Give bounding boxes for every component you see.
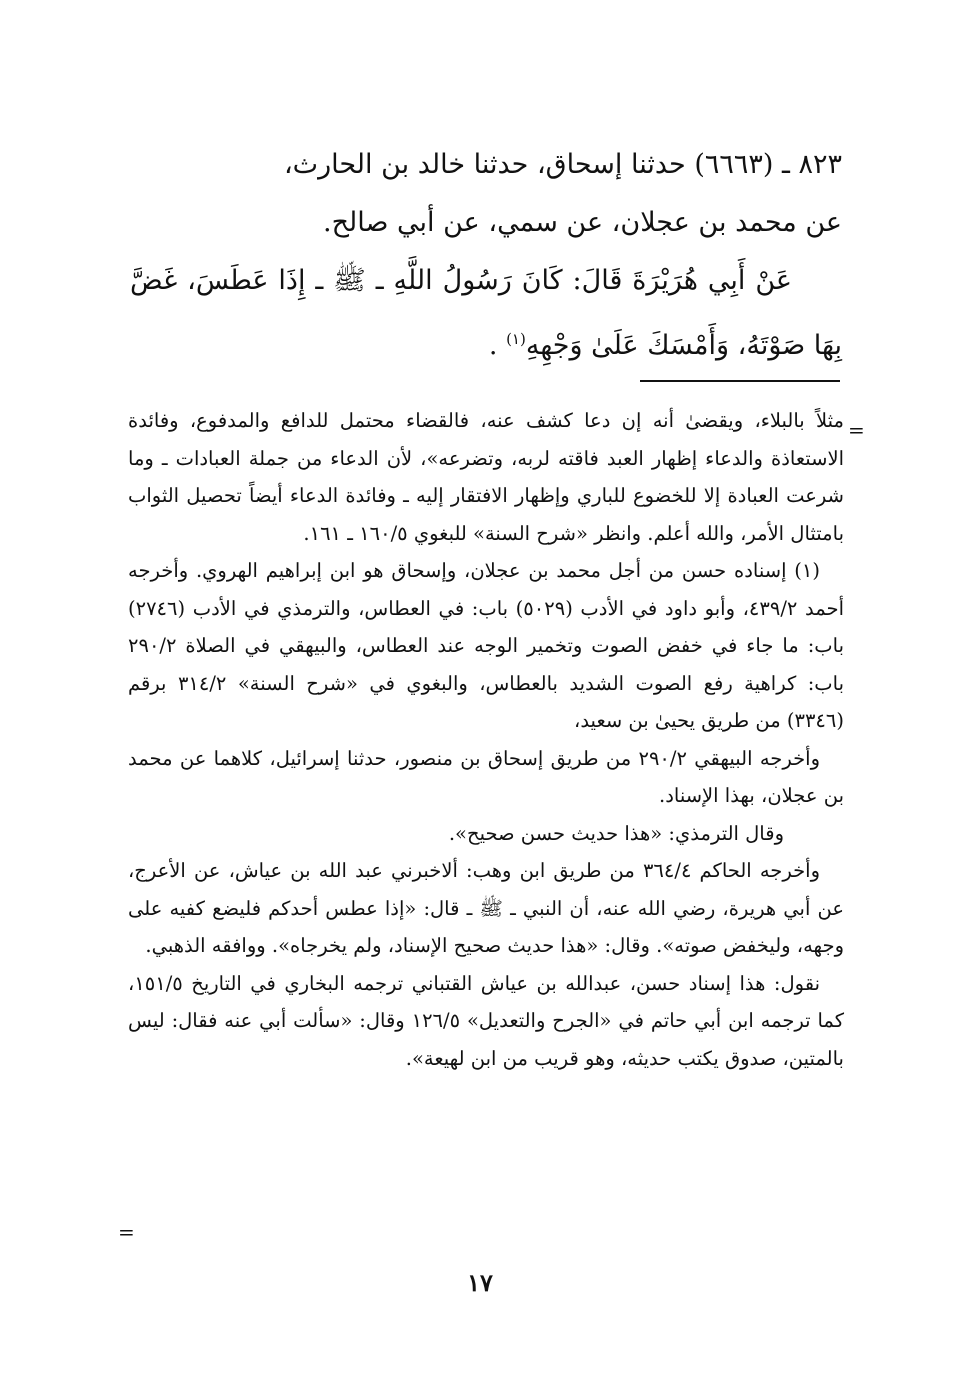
footnote-separator [640,380,840,382]
footnote-1-hakim: وأخرجه الحاكم ٣٦٤/٤ من طريق ابن وهب: ألاخبرني عبد الله بن عياش، عن الأعرج، عن أبي هريرة، رضي الله عنه، أن النبي ـ ﷺ ـ قال: «إذا عطس أحدكم فليضع كفيه على وجهه، وليخفض صوته». وقال: «هذا حديث صحيح الإسناد، ولم يخرجاه». ووافقه الذهبي. [128,859,844,957]
footnote-continued: مثلاً بالبلاء، ويقضىٰ أنه إن دعا كشف عنه، فالقضاء محتمل للدافع والمدفوع، وفائدة الاستعاذة والدعاء إظهار العبد فاقته لربه، وتضرعه»، لأن الدعاء من جملة العبادات ـ وما شرعت العبادة إلا للخضوع للباري وإظهار الافتقار إليه ـ وفائدة الدعاء أيضاً تحصيل الثواب بامتثال الأمر، والله أعلم. وانظر «شرح السنة» للبغوي ١٦٠/٥ ـ ١٦١. [128,409,844,545]
page-number: ١٧ [467,1268,493,1297]
hadith-text [130,252,842,375]
continuation-mark-end: = [118,1220,135,1244]
continuation-mark-start: = [848,418,865,442]
hadith-matn: عَنْ أَبِي هُرَيْرَةَ قَالَ: كَانَ رَسُولُ اللَّهِ ـ ﷺ ـ إِذَا عَطَسَ، غَضَّ بِهَا صَوْتَهُ، وَأَمْسَكَ عَلَىٰ وَجْهِهِ [130,265,842,361]
footnote-reference: (١) [506,330,526,348]
footnote-1-tirmidhi: وقال الترمذي: «هذا حديث حسن صحيح». [448,821,784,845]
footnote-1: (١) إسناده حسن من أجل محمد بن عجلان، وإسحاق هو ابن إبراهيم الهروي. وأخرجه أحمد ٤٣٩/٢، وأبو داود في الأدب (٥٠٢٩) باب: في العطاس، والترمذي في الأدب (٢٧٤٦) باب: ما جاء في خفض الصوت وتخمير الوجه عند العطاس، والبيهقي في الصلاة ٢٩٠/٢ باب: كراهية رفع الصوت الشديد بالعطاس، والبغوي في «شرح السنة» ٣١٤/٢ برقم (٣٣٤٦) من طريق يحيىٰ بن سعيد، [128,559,844,732]
isnad-line-2: عن محمد بن عجلان، عن سمي، عن أبي صالح. [323,207,842,238]
footnote-1-bayhaqi: وأخرجه البيهقي ٢٩٠/٢ من طريق إسحاق بن منصور، حدثنا إسرائيل، كلاهما عن محمد بن عجلان، بهذا الإسناد. [128,746,844,807]
footnotes-block [128,402,844,1077]
hadith-end-period: . [488,330,498,361]
isnad-line-1: ٨٢٣ ـ (٦٦٦٣) حدثنا إسحاق، حدثنا خالد بن الحارث، [283,149,842,180]
hadith-block [130,136,842,375]
footnote-1-comment: نقول: هذا إسناد حسن، عبدالله بن عياش القتباني ترجمه البخاري في التاريخ ١٥١/٥، كما ترجمه ابن أبي حاتم في «الجرح والتعديل» ١٢٦/٥ وقال: «سألت أبي عنه فقال: ليس بالمتين، صدوق يكتب حديثه، وهو قريب من ابن لهيعة». [128,971,844,1070]
